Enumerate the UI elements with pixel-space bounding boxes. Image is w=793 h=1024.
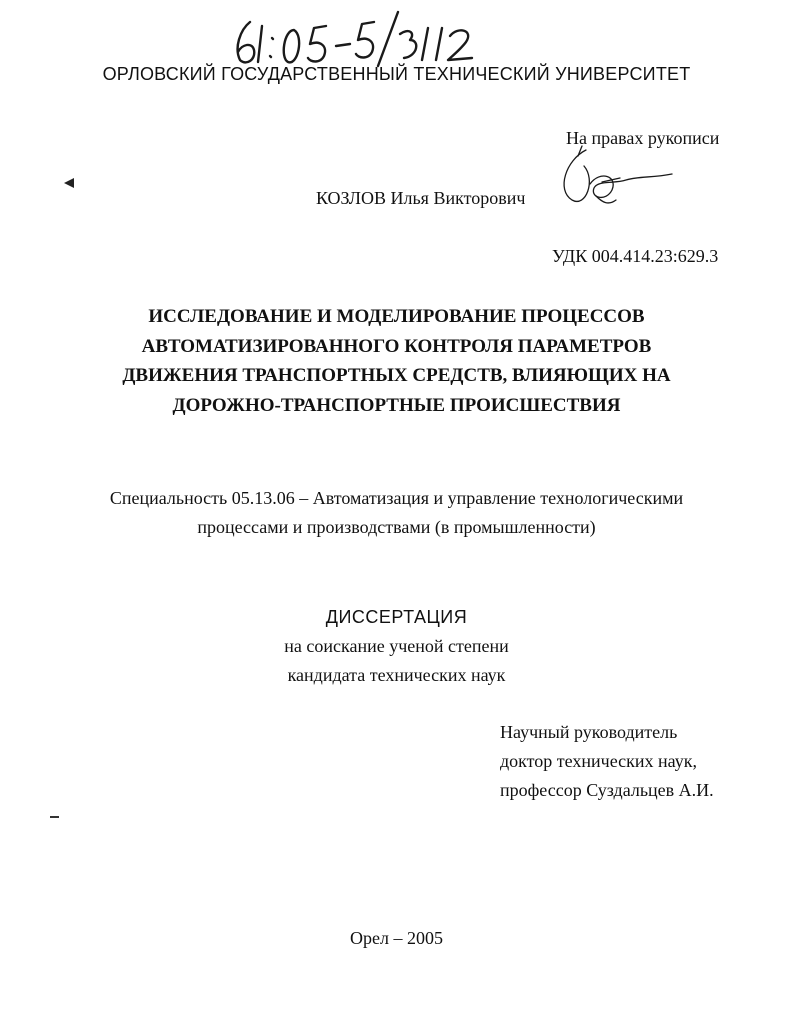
- author-name: КОЗЛОВ Илья Викторович: [316, 188, 526, 208]
- university-name: ОРЛОВСКИЙ ГОСУДАРСТВЕННЫЙ ТЕХНИЧЕСКИЙ УНИВЕРСИТЕТ: [102, 64, 691, 84]
- title-line: ДВИЖЕНИЯ ТРАНСПОРТНЫХ СРЕДСТВ, ВЛИЯЮЩИХ НА: [122, 365, 671, 386]
- handwritten-archive-code: [228, 8, 488, 68]
- degree-line: на соискание ученой степени: [284, 636, 509, 656]
- supervisor-block: [500, 718, 714, 805]
- specialty-line: процессами и производствами (в промышленности): [197, 517, 596, 537]
- title-line: АВТОМАТИЗИРОВАННОГО КОНТРОЛЯ ПАРАМЕТРОВ: [141, 335, 652, 357]
- supervisor-line: профессор Суздальцев А.И.: [500, 780, 714, 800]
- supervisor-line: Научный руководитель: [500, 722, 678, 742]
- author-signature: [556, 140, 676, 220]
- udc-code: УДК 004.414.23:629.3: [552, 246, 719, 266]
- dissertation-title: [0, 302, 793, 420]
- title-line: ИССЛЕДОВАНИЕ И МОДЕЛИРОВАНИЕ ПРОЦЕССОВ: [148, 306, 645, 327]
- specialty-line: Специальность 05.13.06 – Автоматизация и управление технологическими: [109, 488, 684, 508]
- degree-line: кандидата технических наук: [287, 665, 506, 685]
- supervisor-line: доктор технических наук,: [500, 751, 697, 771]
- scan-mark: [60, 176, 80, 190]
- city-year: Орел – 2005: [350, 928, 443, 948]
- specialty-block: [0, 484, 793, 542]
- manuscript-rights-note: На правах рукописи: [566, 128, 720, 148]
- document-type-label: ДИССЕРТАЦИЯ: [325, 607, 468, 627]
- degree-block: [0, 603, 793, 690]
- scan-dash: [50, 815, 60, 819]
- title-line: ДОРОЖНО-ТРАНСПОРТНЫЕ ПРОИСШЕСТВИЯ: [172, 394, 621, 416]
